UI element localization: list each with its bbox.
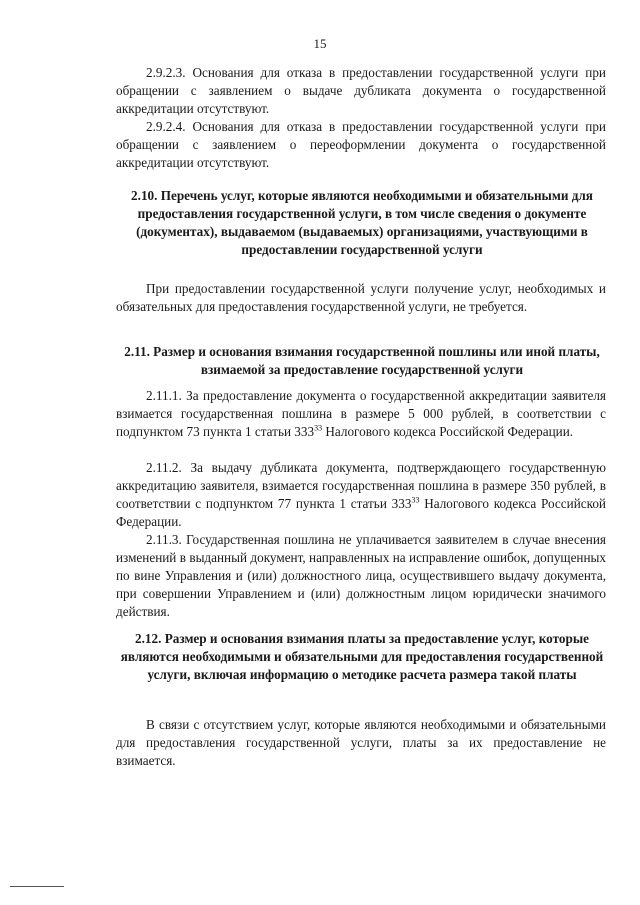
paragraph-2-11-1 (116, 387, 606, 441)
paragraph-2-11-3: 2.11.3. Государственная пошлина не уплачивается заявителем в случае внесения изменений в выданный документ, направленных на исправление ошибок, допущенных по вине Управления и (или) должностного лица, осуществившего выдачу документа, при совершении Управлением и (или) должностным лицом юридически значимого действия. (116, 532, 606, 619)
paragraph-2-11-2-text: 2.11.2. За выдачу дубликата документа, подтверждающего государственную аккредитацию заявителя, взимается государственная пошлина в размере 350 рублей, в соответствии с подпунктом 77 пункта 1 статьи 333 (116, 460, 606, 511)
article-suffix-superscript: 33 (411, 495, 420, 505)
paragraph-2-10: При предоставлении государственной услуги получение услуг, необходимых и обязательных для предоставления государственной услуги, не требуется. (116, 281, 606, 314)
paragraph-2-11-2 (116, 459, 606, 531)
heading-2-12: 2.12. Размер и основания взимания платы за предоставление услуг, которые являются необходимыми и обязательными для предоставления государственной услуги, включая информацию о методике расчета размера такой платы (120, 631, 604, 682)
paragraph-2-9-2-3: 2.9.2.3. Основания для отказа в предоставлении государственной услуги при обращении с заявлением о выдаче дубликата документа о государственной аккредитации отсутствуют. (116, 65, 606, 116)
footer-rule (10, 886, 64, 887)
page-number: 15 (313, 36, 327, 51)
paragraph-2-11-2-tail: Налогового кодекса Российской Федерации. (116, 496, 606, 529)
heading-2-11: 2.11. Размер и основания взимания государственной пошлины или иной платы, взимаемой за предоставление государственной услуги (124, 344, 600, 377)
paragraph-2-9-2-4: 2.9.2.4. Основания для отказа в предоставлении государственной услуги при обращении с заявлением о переоформлении документа о государственной аккредитации отсутствуют. (116, 119, 606, 170)
paragraph-2-11-1-tail: Налогового кодекса Российской Федерации. (322, 424, 574, 439)
paragraph-2-12: В связи с отсутствием услуг, которые являются необходимыми и обязательными для предоставления государственной услуги, платы за их предоставление не взимается. (116, 717, 606, 768)
heading-2-10: 2.10. Перечень услуг, которые являются необходимыми и обязательными для предоставления государственной услуги, в том числе сведения о документе (документах), выдаваемом (выдаваемых) организациями, участвующими в предоставлении государственной услуги (131, 188, 593, 257)
article-suffix-superscript: 33 (314, 423, 323, 433)
paragraph-2-11-1-text: 2.11.1. За предоставление документа о государственной аккредитации заявителя взимается государственная пошлина в размере 5 000 рублей, в соответствии с подпунктом 73 пункта 1 статьи 333 (116, 388, 606, 439)
